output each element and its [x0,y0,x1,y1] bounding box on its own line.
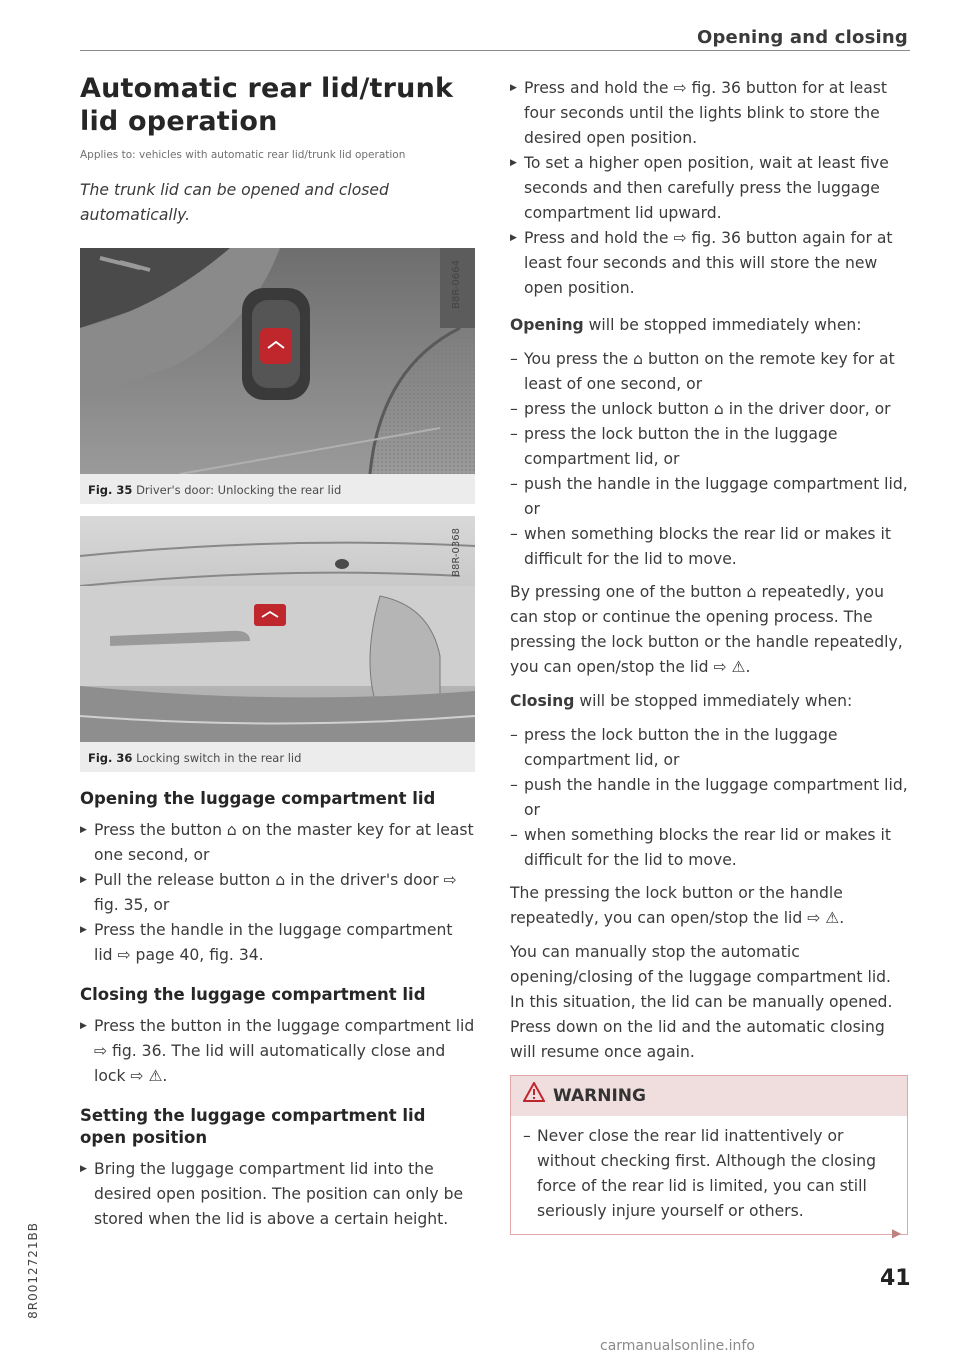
warning-icon [523,1082,545,1110]
list-item: – press the unlock button ⌂ in the driver door, or [510,397,910,422]
continue-arrow-icon: ▶ [892,1226,902,1240]
closing-stop-list [510,723,910,873]
document-code: 8R0012721BB [26,1222,40,1319]
list-item: – You press the ⌂ button on the remote key for at least of one second, or [510,347,910,397]
page-title: Automatic rear lid/trunk lid operation [80,73,454,137]
opening-stop-text: will be stopped immediately when: [583,316,862,334]
page-number: 41 [880,1266,911,1291]
list-item: ▶ To set a higher open position, wait at least five seconds and then carefully press the luggage compartment lid upward. [510,151,910,226]
setting-list [80,1157,475,1232]
figure-35-caption [80,474,475,504]
list-item: ▶ Bring the luggage compartment lid into the desired open position. The position can only be stored when the lid is above a certain height. [80,1157,475,1232]
list-item: – press the lock button the in the luggage compartment lid, or [510,723,910,773]
closing-stop-text: will be stopped immediately when: [574,692,853,710]
watermark: carmanualsonline.info [600,1338,755,1354]
list-item: ▶ Press and hold the ⇨ fig. 36 button again for at least four seconds and this will store the new open position. [510,226,910,301]
warning-title: WARNING [553,1085,646,1106]
list-item: – push the handle in the luggage compartment lid, or [510,472,910,522]
right-column [510,76,910,1235]
section-header: Opening and closing [696,27,908,48]
closing-heading: Closing the luggage compartment lid [80,985,426,1004]
list-item: ▶ Pull the release button ⌂ in the driver's door ⇨ fig. 35, or [80,868,475,918]
warning-header [511,1076,907,1116]
opening-stop-label: Opening [510,316,584,334]
list-item: – push the handle in the luggage compartment lid, or [510,773,910,823]
opening-stop-intro [510,313,910,338]
left-column [80,72,475,1232]
figure-35-label: Fig. 35 [88,483,133,497]
closing-stop-label: Closing [510,692,575,710]
setting-list-continued [510,76,910,301]
figure-36-caption [80,742,475,772]
figure-36 [80,516,475,772]
opening-stop-list [510,347,910,572]
intro-text: The trunk lid can be opened and closed automatically. [80,181,389,224]
warning-body [511,1116,907,1234]
list-item: – press the lock button the in the luggage compartment lid, or [510,422,910,472]
warning-box [510,1075,908,1235]
figure-36-code: B8R-0368 [451,528,462,577]
list-item: ▶ Press and hold the ⇨ fig. 36 button for at least four seconds until the lights blink to store the desired open position. [510,76,910,151]
figure-36-image [80,516,475,742]
figure-35-caption-text: Driver's door: Unlocking the rear lid [136,483,342,497]
figure-36-caption-text: Locking switch in the rear lid [136,751,302,765]
opening-heading: Opening the luggage compartment lid [80,789,436,808]
list-item: ▶ Press the handle in the luggage compartment lid ⇨ page 40, fig. 34. [80,918,475,968]
paragraph: By pressing one of the button ⌂ repeatedly, you can stop or continue the opening process. The pressing the lock button or the handle repeatedly, you can open/stop the lid ⇨ ⚠. [510,583,903,676]
warning-list [523,1124,895,1224]
closing-stop-intro [510,689,910,714]
setting-heading: Setting the luggage compartment lid open position [80,1106,426,1147]
list-item: ▶ Press the button ⌂ on the master key for at least one second, or [80,818,475,868]
closing-list [80,1014,475,1089]
figure-35 [80,248,475,504]
paragraph: You can manually stop the automatic opening/closing of the luggage compartment lid. In this situation, the lid can be manually opened. Press down on the lid and the automatic closing will resume once again. [510,943,893,1061]
list-item: ▶ Press the button in the luggage compartment lid ⇨ fig. 36. The lid will automatically close and lock ⇨ ⚠. [80,1014,475,1089]
paragraph: The pressing the lock button or the handle repeatedly, you can open/stop the lid ⇨ ⚠. [510,884,845,927]
figure-36-label: Fig. 36 [88,751,133,765]
header-rule [80,50,910,51]
list-item: – when something blocks the rear lid or makes it difficult for the lid to move. [510,522,910,572]
opening-list [80,818,475,968]
figure-35-image [80,248,475,474]
list-item: – when something blocks the rear lid or makes it difficult for the lid to move. [510,823,910,873]
list-item: – Never close the rear lid inattentively or without checking first. Although the closing force of the rear lid is limited, you can still seriously injure yourself or others. [523,1124,895,1224]
figure-35-code: B8R-0664 [451,260,462,309]
applies-to: Applies to: vehicles with automatic rear lid/trunk lid operation [80,149,406,161]
